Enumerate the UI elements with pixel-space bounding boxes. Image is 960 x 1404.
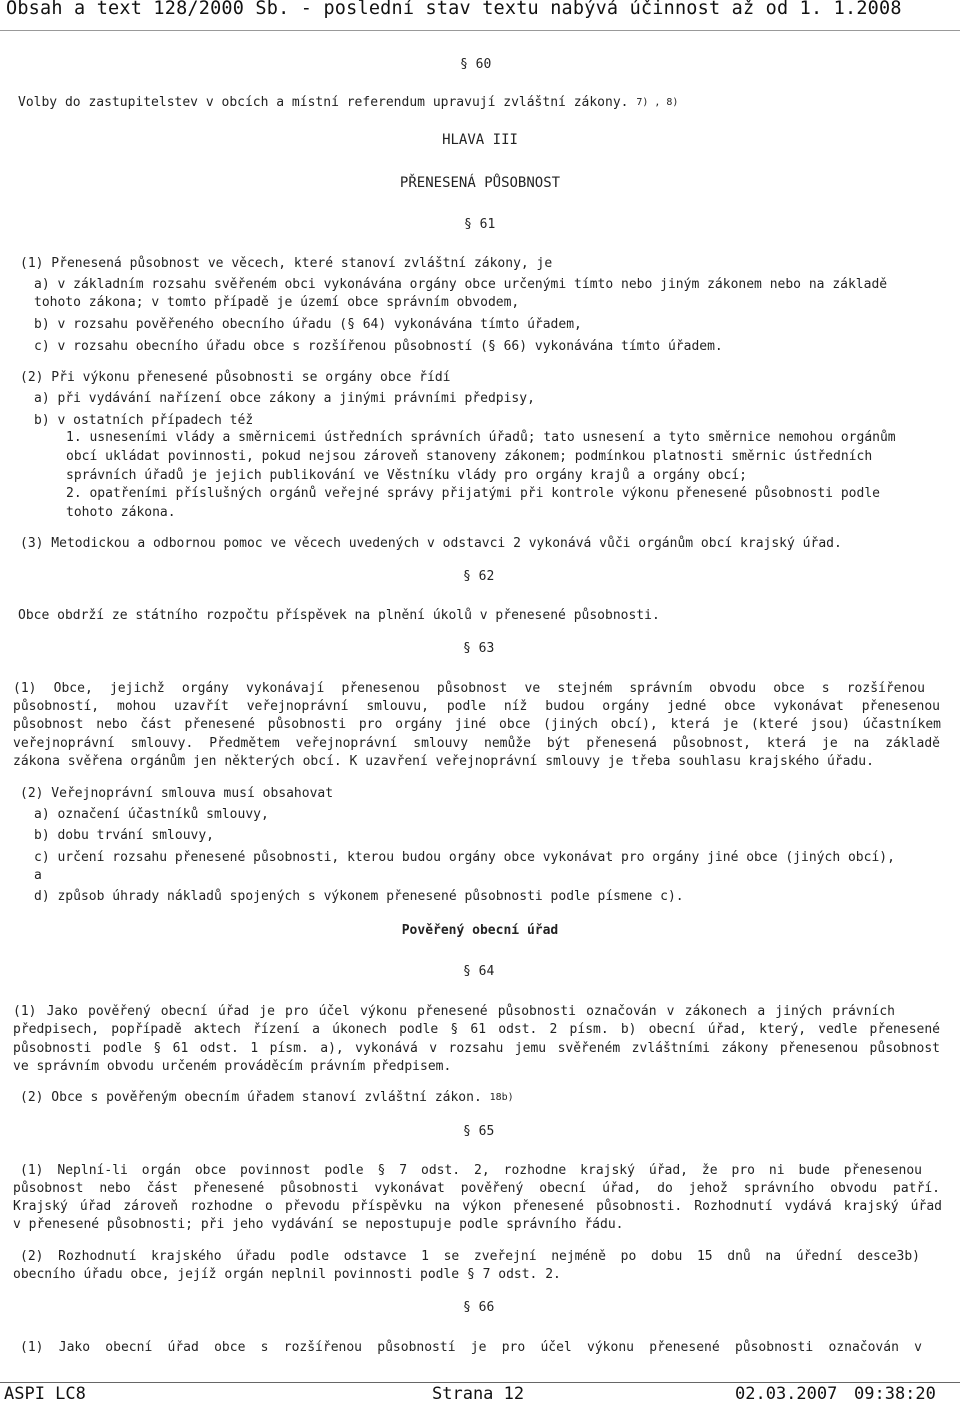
s63-p2-a: a) označení účastníků smlouvy, [34, 807, 269, 822]
s61-c: c) v rozsahu obecního úřadu obce s rozšířenou působností (§ 66) vykonávána tímto úřadem. [34, 339, 723, 354]
subtitle: Pověřený obecní úřad [401, 923, 559, 938]
s61-p2: (2) Při výkonu přenesené působnosti se orgány obce řídí [20, 370, 451, 385]
document-footer [0, 1382, 960, 1404]
section-60-number: § 60 [460, 57, 492, 72]
section-64-number: § 64 [463, 964, 495, 979]
section-66-number: § 66 [463, 1300, 495, 1315]
section-61-number: § 61 [464, 217, 496, 232]
s64-p2 [20, 1089, 514, 1108]
s61-item1-line2: obcí ukládat povinnosti, pokud nejsou zároveň stanoveny zákonem; podmínkou platnosti směrnic ústředních [66, 449, 873, 464]
s63-p1-line5: zákona svěřena orgánům jen některých obcí. K uzavření veřejnoprávní smlouvy je třeba souhlasu krajského úřadu. [13, 754, 874, 769]
s61-item2-line1: 2. opatřeními příslušných orgánů veřejné správy přijatými při kontrole výkonu přenesené působnosti podle [66, 486, 880, 501]
s64-p1-line2: předpisech, popřípadě aktech řízení a úkonech podle § 61 odst. 2 písm. b) obecní úřad, který, vedle přenesené [13, 1022, 940, 1037]
section-63-number: § 63 [463, 641, 495, 656]
s65-p1-line4: v přenesené působnosti; při jeho vydávání se nepostupuje podle správního řádu. [13, 1217, 624, 1232]
section-60-paragraph [18, 94, 678, 113]
footnote-refs: 7) , 8) [636, 97, 679, 108]
header-title: Obsah a text 128/2000 Sb. - poslední stav textu nabývá účinnost až od 1. 1.2008 [6, 0, 902, 19]
footer-page: Strana 12 [432, 1384, 525, 1404]
s64-p1-line1: (1) Jako pověřený obecní úřad je pro účel výkonu přenesené působnosti označován v zákonech a jiných právních [13, 1004, 895, 1019]
chapter-heading: HLAVA III [442, 132, 518, 148]
s61-a-line2: tohoto zákona; v tomto případě je území obce správním obvodem, [34, 295, 520, 310]
s64-p2-text: (2) Obce s pověřeným obecním úřadem stanoví zvláštní zákon. [20, 1090, 482, 1105]
section-62-number: § 62 [463, 569, 495, 584]
s65-p1-line3: Krajský úřad zároveň rozhodne o převodu příspěvku na výkon přenesené působnosti. Rozhodnutí vydává krajský úřad [13, 1199, 942, 1214]
s61-item1-line1: 1. usneseními vlády a směrnicemi ústředních správních úřadů; tato usnesení a tyto směrnice nemohou orgánům [66, 430, 896, 445]
section-60-text: Volby do zastupitelstev v obcích a místní referendum upravují zvláštní zákony. [18, 95, 629, 110]
s61-a-line1: a) v základním rozsahu svěřeném obci vykonávána orgány obce určenými tímto nebo jiným zákonem nebo na základě [34, 277, 888, 292]
s62-p1: Obce obdrží ze státního rozpočtu příspěvek na plnění úkolů v přenesené působnosti. [18, 608, 660, 623]
footer-time: 09:38:20 [854, 1384, 936, 1404]
s63-p2: (2) Veřejnoprávní smlouva musí obsahovat [20, 786, 334, 801]
s61-b: b) v rozsahu pověřeného obecního úřadu (§ 64) vykonávána tímto úřadem, [34, 317, 582, 332]
chapter-title: PŘENESENÁ PŮSOBNOST [399, 175, 561, 191]
s61-item1-line3: správních úřadů je jejich publikování ve Věstníku vlády pro orgány krajů a orgány obcí; [66, 468, 747, 483]
s61-p2-b: b) v ostatních případech též [34, 413, 254, 428]
s61-p1: (1) Přenesená působnost ve věcech, které stanoví zvláštní zákony, je [20, 256, 553, 271]
s65-p2-line2: obecního úřadu obce, jejíž orgán neplnil povinnosti podle § 7 odst. 2. [13, 1267, 561, 1282]
s61-item2-line2: tohoto zákona. [66, 505, 176, 520]
s65-p2-line1: (2) Rozhodnutí krajského úřadu podle odstavce 1 se zveřejní nejméně po dobu 15 dnů na úřední desce3b) [20, 1249, 920, 1264]
s63-p1-line4: veřejnoprávní smlouvy. Předmětem veřejnoprávní smlouvy nemůže být přenesená působnost, která je na základě [13, 736, 940, 751]
s63-p2-c-line1: c) určení rozsahu přenesené působnosti, kterou budou orgány obce vykonávat pro orgány jiné obce (jiných obcí), [34, 850, 895, 865]
s63-p1-line1: (1) Obce, jejichž orgány vykonávají přenesenou působnost ve stejném správním obvodu obce s rozšířenou [13, 681, 925, 696]
s64-p2-footnote: 18b) [489, 1092, 514, 1103]
s61-p2-a: a) při vydávání nařízení obce zákony a jinými právními předpisy, [34, 391, 535, 406]
s65-p1-line1: (1) Neplní-li orgán obce povinnost podle § 7 odst. 2, rozhodne krajský úřad, že pro ni bude přenesenou [20, 1163, 922, 1178]
document-header [0, 0, 960, 31]
s64-p1-line4: ve správním obvodu určeném prováděcím právním předpisem. [13, 1059, 452, 1074]
section-65-number: § 65 [463, 1124, 495, 1139]
s65-p1-line2: působnost nebo část přenesené působnosti vykonávat pověřený obecní úřad, do jehož správního obvodu patří. [13, 1181, 940, 1196]
footer-left: ASPI LC8 [4, 1384, 86, 1404]
footer-date: 02.03.2007 [735, 1384, 838, 1404]
s63-p1-line3: působnost nebo část přenesené působnosti pro orgány jiné obce (jiných obcí), která je (které jsou) účastníkem [13, 717, 941, 732]
s61-p3: (3) Metodickou a odbornou pomoc ve věcech uvedených v odstavci 2 vykonává vůči orgánům obcí krajský úřad. [20, 536, 842, 551]
s64-p1-line3: působnosti podle § 61 odst. 1 písm. a), vykonává v rozsahu jemu svěřeném zvláštními zákony přenesenou působnost [13, 1041, 940, 1056]
s63-p2-b: b) dobu trvání smlouvy, [34, 828, 215, 843]
s63-p2-d: d) způsob úhrady nákladů spojených s výkonem přenesené působnosti podle písmene c). [34, 889, 684, 904]
s66-p1-line1: (1) Jako obecní úřad obce s rozšířenou působností je pro účel výkonu přenesené působnosti označován v [20, 1340, 922, 1355]
s63-p2-c-line2: a [34, 868, 42, 883]
s63-p1-line2: působností, mohou uzavřít veřejnoprávní smlouvu, podle níž budou orgány jedné obce vykonávat přenesenou [13, 699, 940, 714]
